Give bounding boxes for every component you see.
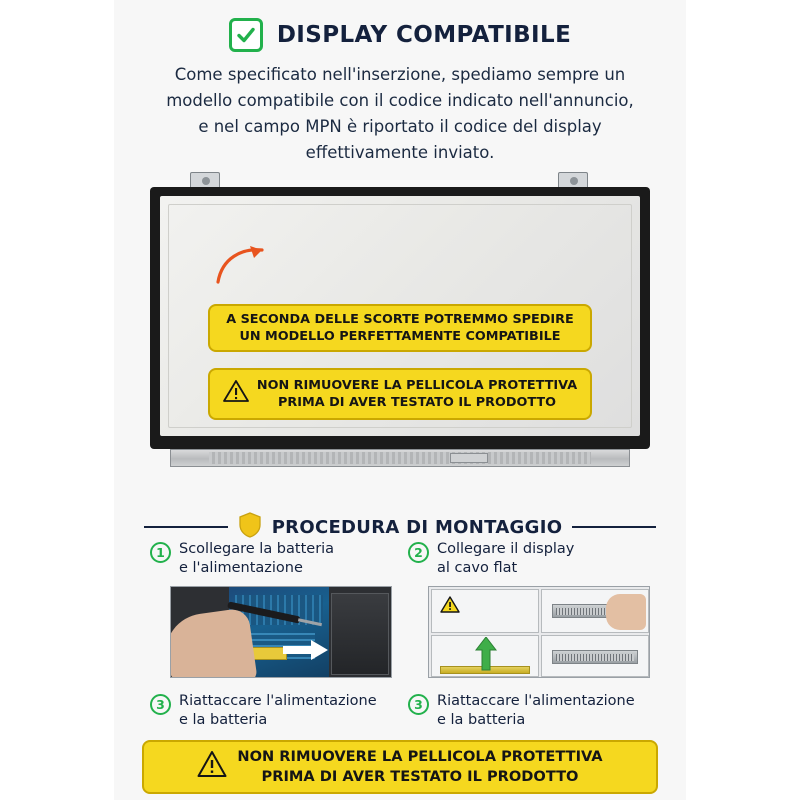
panel-bottom-strip <box>170 449 630 467</box>
content-sheet <box>114 0 686 800</box>
notice-line-2: UN MODELLO PERFETTAMENTE COMPATIBILE <box>239 329 561 344</box>
step-3-number: 3 <box>150 694 171 715</box>
connector-socket-graphic <box>552 650 638 664</box>
divider-line-right <box>572 526 656 528</box>
step-4-line-1: Riattaccare l'alimentazione <box>437 693 635 709</box>
step-4-line-2: e la batteria <box>437 712 526 729</box>
intro-line-3: e nel campo MPN è riportato il codice del display <box>198 117 602 137</box>
green-check-icon <box>229 18 263 52</box>
battery-graphic <box>331 593 389 675</box>
panel-bottom-connector <box>450 453 488 463</box>
step-item-1 <box>150 540 392 678</box>
panel-bezel <box>150 187 650 449</box>
step-3-header <box>150 692 392 738</box>
intro-line-4: effettivamente inviato. <box>305 143 495 163</box>
hand-graphic <box>170 607 258 678</box>
step-2-number: 2 <box>408 542 429 563</box>
step-1-line-1: Scollegare la batteria <box>179 541 335 557</box>
warning-triangle-icon <box>197 750 227 784</box>
steps-row-bottom <box>150 692 650 738</box>
notice-line-1: A SECONDA DELLE SCORTE POTREMMO SPEDIRE <box>226 311 574 327</box>
shield-icon <box>238 512 262 542</box>
step-3-text <box>179 692 377 731</box>
step-item-4 <box>408 692 650 738</box>
compatibility-notice-box <box>208 304 592 352</box>
film-warning-line-2: PRIMA DI AVER TESTATO IL PRODOTTO <box>278 395 556 410</box>
page-title: DISPLAY COMPATIBILE <box>276 22 572 48</box>
panel-mount-tab-right <box>558 172 588 188</box>
step-1-number: 1 <box>150 542 171 563</box>
step-2-header <box>408 540 650 586</box>
step-2-text <box>437 540 574 579</box>
intro-paragraph <box>132 62 668 166</box>
step-3-line-2: e la batteria <box>179 712 268 729</box>
curved-arrow-icon <box>212 242 268 290</box>
connector-frame-a <box>431 589 539 633</box>
intro-line-1: Come specificato nell'inserzione, spediamo sempre un <box>174 65 626 84</box>
bottom-warning-text <box>237 747 602 786</box>
warning-triangle-icon <box>223 379 249 408</box>
step-1-text <box>179 540 334 579</box>
bottom-warning-banner <box>142 740 658 794</box>
divider-line-left <box>144 526 228 528</box>
connector-frame-d <box>541 635 649 677</box>
step-2-line-2: al cavo flat <box>437 560 518 577</box>
film-warning-line-1: NON RIMUOVERE LA PELLICOLA PROTETTIVA <box>256 377 578 393</box>
step-2-line-1: Collegare il display <box>437 541 575 557</box>
laptop-internals-photo <box>170 586 392 678</box>
step-1-header <box>150 540 392 586</box>
film-warning-box <box>208 368 592 420</box>
display-panel-illustration <box>150 172 650 484</box>
bottom-warning-line-2: PRIMA DI AVER TESTATO IL PRODOTTO <box>261 768 579 785</box>
flat-cable-connector-photo <box>428 586 650 678</box>
bottom-warning-line-1: NON RIMUOVERE LA PELLICOLA PROTETTIVA <box>237 748 603 766</box>
step-3-line-1: Riattaccare l'alimentazione <box>179 693 377 709</box>
panel-bottom-ribbon <box>209 452 591 464</box>
step-1-line-2: e l'alimentazione <box>179 560 303 577</box>
procedure-steps <box>150 540 650 738</box>
procedure-title: PROCEDURA DI MONTAGGIO <box>271 516 563 538</box>
warning-triangle-icon <box>440 596 460 618</box>
step-item-2 <box>408 540 650 678</box>
steps-row-top <box>150 540 650 678</box>
intro-line-2: modello compatibile con il codice indicato nell'annuncio, <box>166 91 634 111</box>
step-4-number: 3 <box>408 694 429 715</box>
header <box>114 18 686 52</box>
panel-screen <box>160 196 640 436</box>
white-arrow-icon <box>283 639 329 665</box>
procedure-section-header <box>144 512 656 542</box>
green-up-arrow-icon <box>475 637 497 675</box>
panel-mount-tab-left <box>190 172 220 188</box>
connector-frame-b <box>541 589 649 633</box>
hand-graphic <box>606 594 646 630</box>
step-item-3 <box>150 692 392 738</box>
step-4-text <box>437 692 635 731</box>
step-4-header <box>408 692 650 738</box>
